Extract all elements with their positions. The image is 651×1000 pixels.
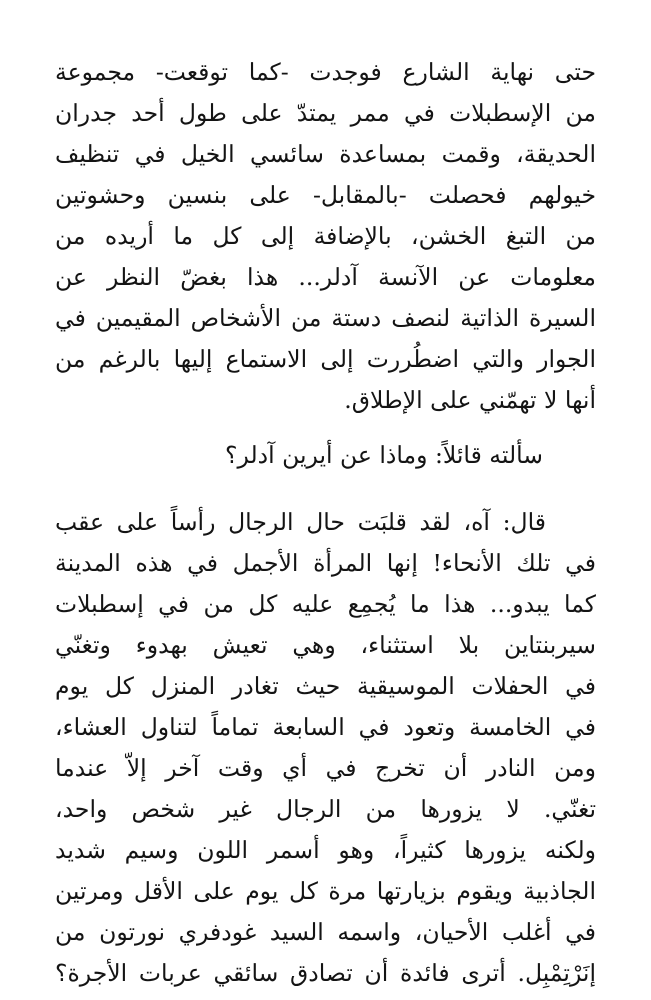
book-page xyxy=(55,52,596,1000)
text-line: من التبغ الخشن، بالإضافة إلى كل ما أريده من xyxy=(55,222,596,250)
text-line: حتى نهاية الشارع فوجدت -كما توقعت- مجموعة xyxy=(55,58,596,86)
text-line: سيربنتاين بلا استثناء، وهي تعيش بهدوء وتغنّي xyxy=(55,631,596,659)
text-line: السيرة الذاتية لنصف دستة من الأشخاص المقيمين في xyxy=(55,304,596,332)
text-line: أنها لا تهمّني على الإطلاق. xyxy=(344,386,596,414)
text-line: قال: آه، لقد قلبَت حال الرجال رأساً على عقب xyxy=(55,508,546,536)
text-line: كما يبدو... هذا ما يُجمِع عليه كل من في إسطبلات xyxy=(55,590,596,618)
text-line: في الخامسة وتعود في السابعة تماماً لتناول العشاء، xyxy=(55,713,596,741)
text-line: تغنّي. لا يزورها من الرجال غير شخص واحد، xyxy=(55,795,596,823)
text-line: معلومات عن الآنسة آدلر... هذا بغضّ النظر عن xyxy=(55,263,596,291)
question-line: سألته قائلاً: وماذا عن أيرين آدلر؟ xyxy=(225,441,543,469)
text-line: إنَرْتِمْبِل. أترى فائدة أن تصادق سائقي عربات الأجرة؟ xyxy=(55,959,596,987)
text-line: خيولهم فحصلت -بالمقابل- على بنسين وحشوتين xyxy=(55,181,596,209)
text-line: ولكنه يزورها كثيراً، وهو أسمر اللون وسيم شديد xyxy=(55,836,596,864)
text-line: الحديقة، وقمت بمساعدة سائسي الخيل في تنظيف xyxy=(55,140,596,168)
paragraph-1 xyxy=(55,52,596,421)
text-line: من الإسطبلات في ممر يمتدّ على طول أحد جدران xyxy=(55,99,596,127)
text-line: في الحفلات الموسيقية حيث تغادر المنزل كل يوم xyxy=(55,672,596,700)
text-line: الجاذبية ويقوم بزيارتها مرة كل يوم على الأقل ومرتين xyxy=(55,877,596,905)
question-paragraph xyxy=(55,435,596,476)
text-line: في أغلب الأحيان، واسمه السيد غودفري نورتون من xyxy=(55,918,596,946)
paragraph-spacer xyxy=(55,421,596,435)
text-line: ومن النادر أن تخرج في أي وقت آخر إلاّ عندما xyxy=(55,754,596,782)
paragraph-2 xyxy=(55,502,596,994)
text-line: في تلك الأنحاء! إنها المرأة الأجمل في هذه المدينة xyxy=(55,549,596,577)
text-line: الجوار والتي اضطُررت إلى الاستماع إليها بالرغم من xyxy=(55,345,596,373)
paragraph-spacer xyxy=(55,476,596,502)
